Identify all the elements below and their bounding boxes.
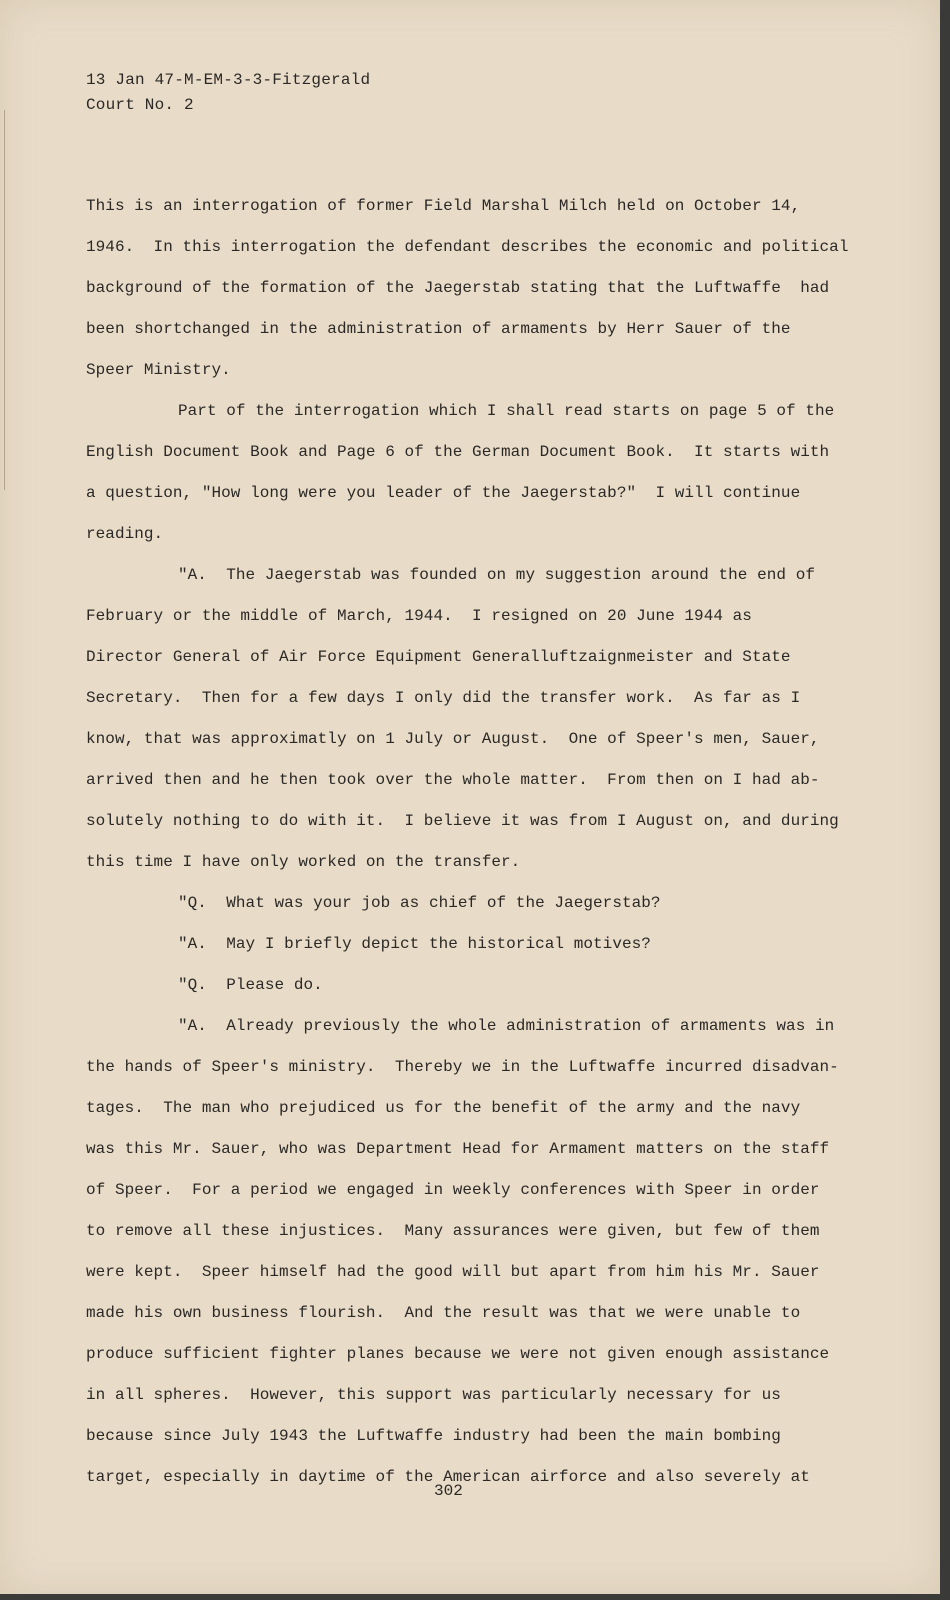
text-line: This is an interrogation of former Field Marshal Milch held on October 14, <box>86 197 801 215</box>
text-line: the hands of Speer's ministry. Thereby we in the Luftwaffe incurred disadvan- <box>86 1058 839 1076</box>
text-line: arrived then and he then took over the whole matter. From then on I had ab- <box>86 771 820 789</box>
text-line: made his own business flourish. And the result was that we were unable to <box>86 1304 801 1322</box>
page-number: 302 <box>434 1482 463 1500</box>
text-line: "A. May I briefly depict the historical motives? <box>178 935 651 953</box>
text-line: of Speer. For a period we engaged in weekly conferences with Speer in order <box>86 1181 820 1199</box>
header-court-number: Court No. 2 <box>86 96 194 114</box>
text-line: target, especially in daytime of the American airforce and also severely at <box>86 1468 810 1486</box>
text-line: reading. <box>86 525 164 543</box>
text-line: English Document Book and Page 6 of the German Document Book. It starts with <box>86 443 830 461</box>
text-line: tages. The man who prejudiced us for the benefit of the army and the navy <box>86 1099 801 1117</box>
text-line: February or the middle of March, 1944. I resigned on 20 June 1944 as <box>86 607 752 625</box>
text-line: been shortchanged in the administration of armaments by Herr Sauer of the <box>86 320 791 338</box>
text-line: "A. The Jaegerstab was founded on my suggestion around the end of <box>178 566 816 584</box>
text-line: background of the formation of the Jaegerstab stating that the Luftwaffe had <box>86 279 830 297</box>
text-line: in all spheres. However, this support was particularly necessary for us <box>86 1386 781 1404</box>
text-line: this time I have only worked on the transfer. <box>86 853 521 871</box>
text-line: Secretary. Then for a few days I only did the transfer work. As far as I <box>86 689 801 707</box>
text-line: Speer Ministry. <box>86 361 231 379</box>
text-line: "A. Already previously the whole administration of armaments was in <box>178 1017 835 1035</box>
text-line: "Q. What was your job as chief of the Jaegerstab? <box>178 894 661 912</box>
text-line: know, that was approximatly on 1 July or August. One of Speer's men, Sauer, <box>86 730 820 748</box>
document-body <box>86 186 886 1498</box>
text-line: Director General of Air Force Equipment Generalluftzaignmeister and State <box>86 648 791 666</box>
text-line: 1946. In this interrogation the defendant describes the economic and political <box>86 238 849 256</box>
header-transcript-id: 13 Jan 47-M-EM-3-3-Fitzgerald <box>86 71 371 89</box>
text-line: to remove all these injustices. Many assurances were given, but few of them <box>86 1222 820 1240</box>
document-header <box>86 68 370 118</box>
text-line: produce sufficient fighter planes because we were not given enough assistance <box>86 1345 830 1363</box>
text-line: "Q. Please do. <box>178 976 323 994</box>
text-line: were kept. Speer himself had the good will but apart from him his Mr. Sauer <box>86 1263 820 1281</box>
text-line: a question, "How long were you leader of the Jaegerstab?" I will continue <box>86 484 801 502</box>
text-line: Part of the interrogation which I shall read starts on page 5 of the <box>178 402 835 420</box>
text-line: because since July 1943 the Luftwaffe industry had been the main bombing <box>86 1427 781 1445</box>
text-line: solutely nothing to do with it. I believe it was from I August on, and during <box>86 812 839 830</box>
text-line: was this Mr. Sauer, who was Department Head for Armament matters on the staff <box>86 1140 830 1158</box>
